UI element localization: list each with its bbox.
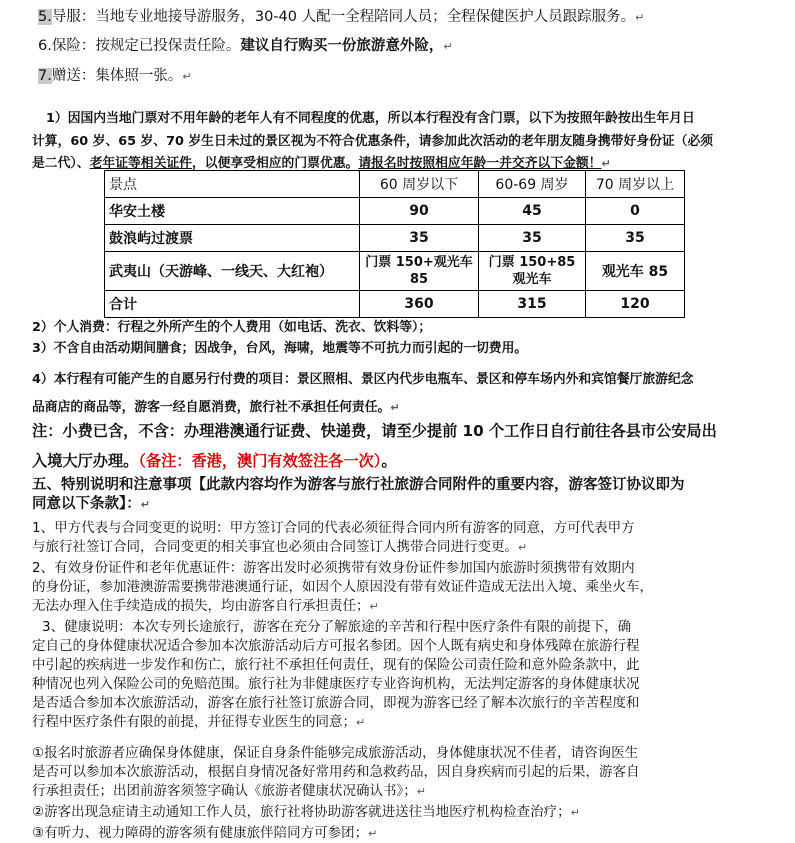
table-row: [105, 252, 685, 291]
item-number: 5.: [38, 9, 52, 25]
table-cell: 45: [479, 198, 586, 225]
paragraph-mark: ↵: [635, 11, 645, 24]
table-header: 70 周岁以上: [586, 171, 685, 198]
item-gift: [38, 64, 192, 85]
section-5-p3-line-1: 3、健康说明：本次专列长途旅行，游客在充分了解旅途的辛苦和行程中医疗条件有限的前提下，确: [42, 619, 632, 635]
table-cell: 观光车 85: [586, 252, 685, 291]
table-cell: 武夷山（天游峰、一线天、大红袍）: [105, 252, 360, 291]
item-number: 7.: [38, 68, 52, 84]
note-3: 3）不含自由活动期间膳食；因战争，台风，海啸，地震等不可抗力而引起的一切费用。: [32, 341, 528, 356]
table-cell: 90: [360, 198, 479, 225]
note-1-line-2: 计算，60 岁、65 岁、70 岁生日未过的景区视为不符合优惠条件，请参加此次活动的老年朋友随身携带好身份证（必须: [32, 134, 714, 149]
item-text-bold: 建议自行购买一份旅游意外险，: [240, 38, 444, 54]
section-5-p2-line-3: 无法办理入住手续造成的损失，均由游客自行承担责任；↵: [32, 598, 379, 614]
table-header: 60-69 周岁: [479, 171, 586, 198]
section-5-p2-line-1: 2、有效身份证件和老年优惠证件：游客出发时必须携带有效身份证件参加国内旅游时须携带有效期内: [32, 560, 635, 576]
item-text: 6.保险：按规定已投保责任险。: [38, 38, 241, 54]
table-cell: 门票 150+观光车 85: [360, 252, 479, 291]
paragraph-mark: ↵: [443, 40, 453, 53]
section-5-p1-line-1: 1、甲方代表与合同变更的说明：甲方签订合同的代表必须征得合同内所有游客的同意，方可代表甲方: [32, 520, 635, 536]
section-5-title-line-2: 同意以下条款】：↵: [32, 496, 150, 512]
item-insurance: [38, 34, 453, 55]
table-cell: 门票 150+85 观光车: [479, 252, 586, 291]
table-cell: 合计: [105, 291, 360, 318]
table-header: 景点: [105, 171, 360, 198]
note-4-line-1: 4）本行程有可能产生的自愿另行付费的项目：景区照相、景区内代步电瓶车、景区和停车场内外和宾馆餐厅旅游纪念: [32, 372, 694, 387]
paragraph-mark: ↵: [182, 70, 192, 83]
tips-line-2: 入境大厅办理。（备注：香港，澳门有效签注各一次）。: [32, 452, 397, 470]
table-cell: 鼓浪屿过渡票: [105, 225, 360, 252]
note-1-line-3: 是二代）、老年证等相关证件，以便享受相应的门票优惠。请报名时按照相应年龄一并交齐以下金额！↵: [32, 156, 611, 171]
section-5-p1-line-2: 与旅行社签订合同，合同变更的相关事宜也必须由合同签订人携带合同进行变更。↵: [32, 539, 528, 555]
section-5-c1-line-2: 是否可以参加本次旅游活动，根据自身情况备好常用药和急救药品，因自身疾病而引起的后果，游客自: [32, 764, 640, 780]
section-5-c1-line-3: 行承担责任；出团前游客须签字确认《旅游者健康状况确认书》；↵: [32, 783, 426, 799]
table-header-row: [105, 171, 685, 198]
section-5-p3-line-5: 是否适合参加本次旅游活动，游客在旅行社签订旅游合同，即视为游客已经了解本次旅行的辛苦程度和: [32, 695, 640, 711]
item-text: 导服：当地专业地接导游服务，30-40 人配一全程陪同人员；全程保健医护人员跟踪服务。: [51, 9, 636, 25]
section-5-p3-line-3: 中引起的疾病进一步发作和伤亡，旅行社不承担任何责任，现有的保险公司责任险和意外险条款中，此: [32, 657, 640, 673]
note-2: 2）个人消费：行程之外所产生的个人费用（如电话、洗衣、饮料等）；: [32, 320, 432, 335]
item-guide: [38, 5, 644, 26]
table-cell: 华安土楼: [105, 198, 360, 225]
tips-line-1: 注：小费已含，不含：办理港澳通行证费、快递费，请至少提前 10 个工作日自行前往各县市公安局出: [32, 422, 717, 440]
table-row: [105, 225, 685, 252]
table-cell: 0: [586, 198, 685, 225]
table-cell: 35: [586, 225, 685, 252]
table-row: [105, 198, 685, 225]
table-row: [105, 291, 685, 318]
section-5-p3-line-6: 行程中医疗条件有限的前提，并征得专业医生的同意；↵: [32, 714, 366, 730]
table-cell: 360: [360, 291, 479, 318]
section-5-title-line-1: 五、特别说明和注意事项【此款内容均作为游客与旅行社旅游合同附件的重要内容，游客签订协议即为: [32, 477, 685, 493]
table-cell: 120: [586, 291, 685, 318]
section-5-c1-line-1: ①报名时旅游者应确保身体健康，保证自身条件能够完成旅游活动，身体健康状况不佳者，请咨询医生: [32, 745, 639, 761]
table-cell: 35: [360, 225, 479, 252]
section-5-p3-line-4: 种情况也列入保险公司的免赔范围。旅行社为非健康医疗专业咨询机构，无法判定游客的身体健康状况: [32, 676, 640, 692]
table-header: 60 周岁以下: [360, 171, 479, 198]
item-text: 赠送：集体照一张。: [51, 68, 183, 84]
note-1-line-1: 1）因国内当地门票对不用年龄的老年人有不同程度的优惠，所以本行程没有含门票，以下为按照年龄按出生年月日: [46, 111, 695, 126]
table-cell: 35: [479, 225, 586, 252]
note-4-line-2: 品商店的商品等，游客一经自愿消费，旅行社不承担任何责任。↵: [32, 400, 400, 415]
section-5-p3-line-2: 定自己的身体健康状况适合参加本次旅游活动后方可报名参团。因个人既有病史和身体残障在旅游行程: [32, 638, 640, 654]
section-5-c2: ②游客出现急症请主动通知工作人员，旅行社将协助游客就进送往当地医疗机构检查治疗；↵: [32, 804, 580, 820]
section-5-c3: ③有听力、视力障碍的游客须有健康旅伴陪同方可参团；↵: [32, 825, 378, 841]
table-cell: 315: [479, 291, 586, 318]
price-table: [104, 170, 685, 318]
section-5-p2-line-2: 的身份证，参加港澳游需要携带港澳通行证，如因个人原因没有带有效证件造成无法出入境、乘坐火车，: [32, 579, 653, 595]
